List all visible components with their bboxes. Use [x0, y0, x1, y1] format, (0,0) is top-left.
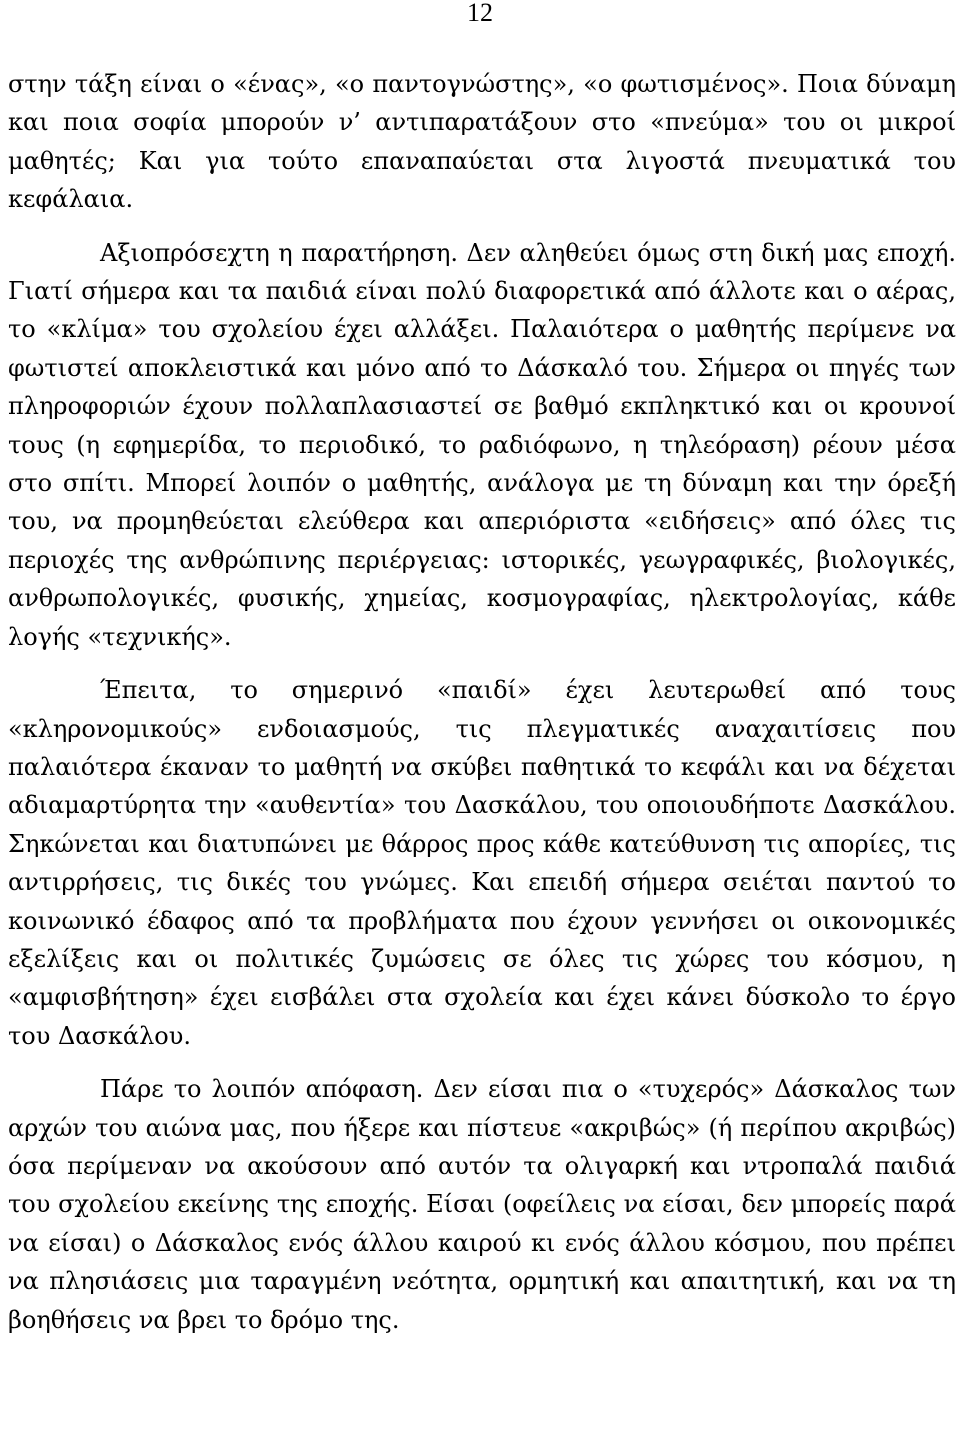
page-number: 12: [467, 0, 493, 27]
paragraph-3: Έπειτα, το σημερινό «παιδί» έχει λευτερωθεί από τους «κληρονομικούς» ενδοιασμούς, τις πλεγματικές αναχαιτίσεις που παλαιότερα έκαναν το μαθητή να σκύβει παθητικά το κεφάλι και να δέχεται αδιαμαρτύρητα την «αυθεντία» του Δασκάλου, του οποιουδήποτε Δασκάλου. Σηκώνεται και διατυπώνει με θάρρος προς κάθε κατεύθυνση τις απορίες, τις αντιρρήσεις, τις δικές του γνώμες. Και επειδή σήμερα σειέται παντού το κοινωνικό έδαφος από τα προβλήματα που έχουν γεννήσει οι οικονομικές εξελίξεις και οι πολιτικές ζυμώσεις σε όλες τις χώρες του κόσμου, η «αμφισβήτηση» έχει εισβάλει στα σχολεία και έχει κάνει δύσκολο το έργο του Δασκάλου.: [8, 676, 956, 1050]
paragraph-4: Πάρε το λοιπόν απόφαση. Δεν είσαι πια ο «τυχερός» Δάσκαλος των αρχών του αιώνα μας, που ήξερε και πίστευε «ακριβώς» (ή περίπου ακριβώς) όσα περίμεναν να ακούσουν από αυτόν τα ολιγαρκή και ντροπαλά παιδιά του σχολείου εκείνης της εποχής. Είσαι (οφείλεις να είσαι, δεν μπορείς παρά να είσαι) ο Δάσκαλος ενός άλλου καιρού κι ενός άλλου κόσμου, που πρέπει να πλησιάσεις μια ταραγμένη νεότητα, ορμητική και απαιτητική, και να τη βοηθήσεις να βρει το δρόμο της.: [8, 1075, 956, 1334]
paragraph-1: στην τάξη είναι ο «ένας», «ο παντογνώστης», «ο φωτισμένος». Ποια δύναμη και ποια σοφία μπορούν ν’ αντιπαρατάξουν στο «πνεύμα» του οι μικροί μαθητές; Και για τούτο επαναπαύεται στα λιγοστά πνευματικά του κεφάλαια.: [8, 70, 956, 214]
paragraph-2: Αξιοπρόσεχτη η παρατήρηση. Δεν αληθεύει όμως στη δική μας εποχή. Γιατί σήμερα και τα παιδιά είναι πολύ διαφορετικά από άλλοτε και ο αέρας, το «κλίμα» του σχολείου έχει αλλάξει. Παλαιότερα ο μαθητής περίμενε να φωτιστεί αποκλειστικά και μόνο από το Δάσκαλό του. Σήμερα οι πηγές των πληροφοριών έχουν πολλαπλασιαστεί σε βαθμό εκπληκτικό και οι κρουνοί τους (η εφημερίδα, το περιοδικό, το ραδιόφωνο, η τηλεόραση) ρέουν μέσα στο σπίτι. Μπορεί λοιπόν ο μαθητής, ανάλογα με τη δύναμη και την όρεξή του, να προμηθεύεται ελεύθερα και απεριόριστα «ειδήσεις» από όλες τις περιοχές της ανθρώπινης περιέργειας: ιστορικές, γεωγραφικές, βιολογικές, ανθρωπολογικές, φυσικής, χημείας, κοσμογραφίας, ηλεκτρολογίας, κάθε λογής «τεχνικής».: [8, 238, 956, 651]
page-body: [8, 65, 956, 1354]
